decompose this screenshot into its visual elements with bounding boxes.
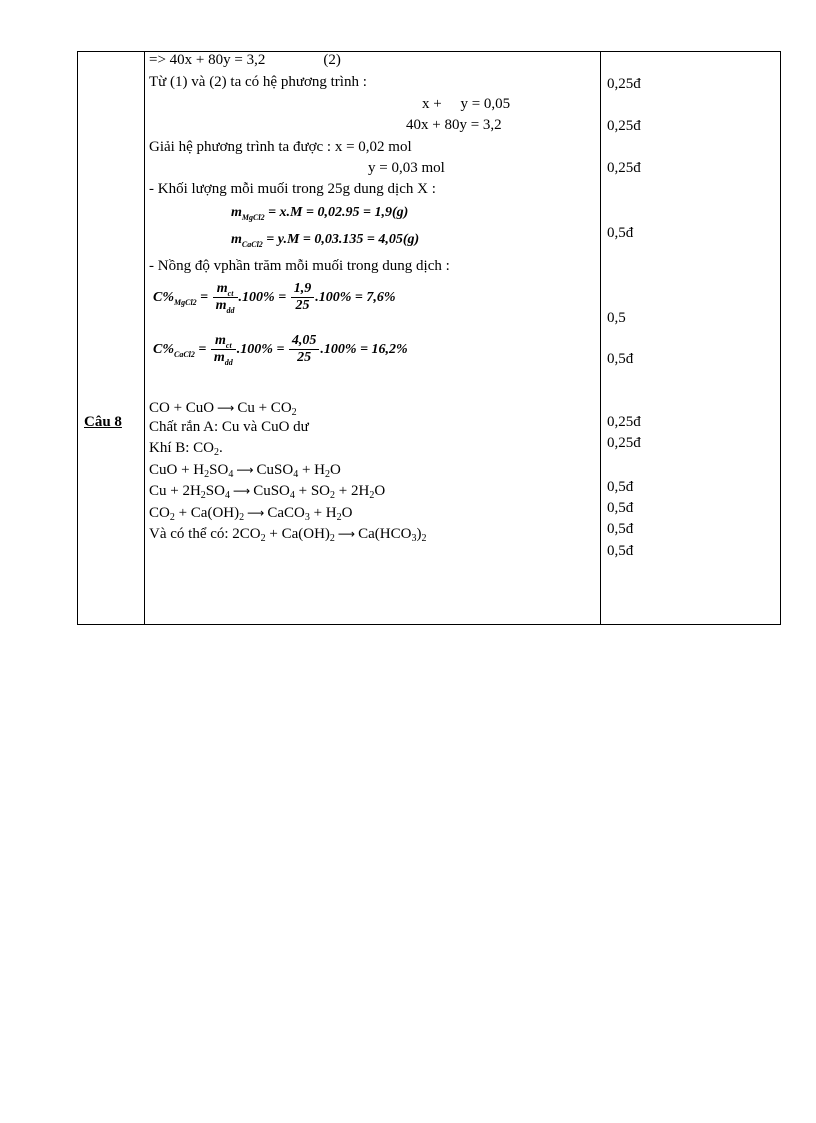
fraction: $\frac{m_{ct}}{m_{dd}}$ — [211, 333, 236, 366]
system-intro: Từ (1) và (2) ta có hệ phương trình : — [149, 74, 367, 90]
mass-heading: - Khối lượng mỗi muối trong 25g dung dịch X : — [149, 181, 436, 197]
score-cell: 0,25đ — [607, 414, 641, 430]
system-eq-2: 40x + 80y = 3,2 — [406, 117, 502, 133]
solution-x: Giải hệ phương trình ta được : x = 0,02 mol — [149, 139, 412, 155]
arrow-icon: ⟶ — [236, 463, 254, 477]
system-eq-1: x + y = 0,05 — [422, 96, 511, 112]
fraction: $\frac{4,05}{25}$ — [289, 333, 320, 366]
score-cell: 0,25đ — [607, 76, 641, 92]
reaction-optional: Và có thể có: $2CO_2 + Ca(OH)_2$ ⟶ $Ca(HCO_3)_2$ — [149, 526, 427, 544]
score-cell: 0,5đ — [607, 225, 634, 241]
score-cell: 0,25đ — [607, 160, 641, 176]
reaction-co2-caoh2: $CO_2 + Ca(OH)_2$ ⟶ CaCO$_3$ + $H_2O$ — [149, 505, 353, 523]
solid-a-line: Chất rắn A: Cu và CuO dư — [149, 419, 309, 435]
equation-line: => 40x + 80y = 3,2 (2) — [149, 52, 341, 68]
reaction-cuo-h2so4: CuO + $H_2SO_4$ ⟶ CuSO$_4$ + $H_2O$ — [149, 462, 341, 480]
solution-y: y = 0,03 mol — [368, 160, 445, 176]
concentration-heading: - Nồng độ vphần trăm mỗi muối trong dung dịch : — [149, 258, 450, 274]
arrow-icon: ⟶ — [337, 527, 356, 541]
mass-mgcl2-formula: $m_{MgCl2} = x.M = 0,02.95 = 1,9(g)$ — [231, 205, 409, 222]
score-cell: 0,5đ — [607, 479, 634, 495]
score-cell: 0,5 — [607, 310, 626, 326]
reaction-cu-h2so4: $Cu + 2H_2SO_4$ ⟶ CuSO$_4$ + $SO_2 + 2H_2O$ — [149, 483, 386, 501]
score-cell: 0,25đ — [607, 118, 641, 134]
score-cell: 0,25đ — [607, 435, 641, 451]
mass-cacl2-formula: $m_{CaCl2} = y.M = 0,03.135 = 4,05(g)$ — [231, 232, 420, 249]
score-cell: 0,5đ — [607, 351, 634, 367]
reaction-co-cuo: CO + CuO ⟶ $Cu + CO_2$ — [149, 400, 297, 418]
column-divider — [600, 52, 601, 624]
score-cell: 0,5đ — [607, 500, 634, 516]
arrow-icon: ⟶ — [217, 401, 235, 415]
score-cell: 0,5đ — [607, 521, 634, 537]
arrow-icon: ⟶ — [247, 506, 265, 520]
score-cell: 0,5đ — [607, 543, 634, 559]
gas-b-line: Khí B: $CO_2$. — [149, 440, 223, 458]
fraction: $\frac{1,9}{25}$ — [291, 281, 315, 314]
column-divider — [144, 52, 145, 624]
concentration-cacl2-formula: $C\%_{CaCl2}$ = $\frac{m_{ct}}{m_{dd}}$ .100% = $\frac{4,05}{25}$ .100% = 16,2% — [153, 333, 408, 368]
arrow-icon: ⟶ — [232, 484, 251, 498]
question-label: Câu 8 — [84, 414, 122, 430]
fraction: $\frac{m_{ct}}{m_{dd}}$ — [213, 281, 238, 314]
concentration-mgcl2-formula: $C\%_{MgCl2}$ = $\frac{m_{ct}}{m_{dd}}$ .100% = $\frac{1,9}{25}$ .100% = 7,6% — [153, 281, 396, 316]
